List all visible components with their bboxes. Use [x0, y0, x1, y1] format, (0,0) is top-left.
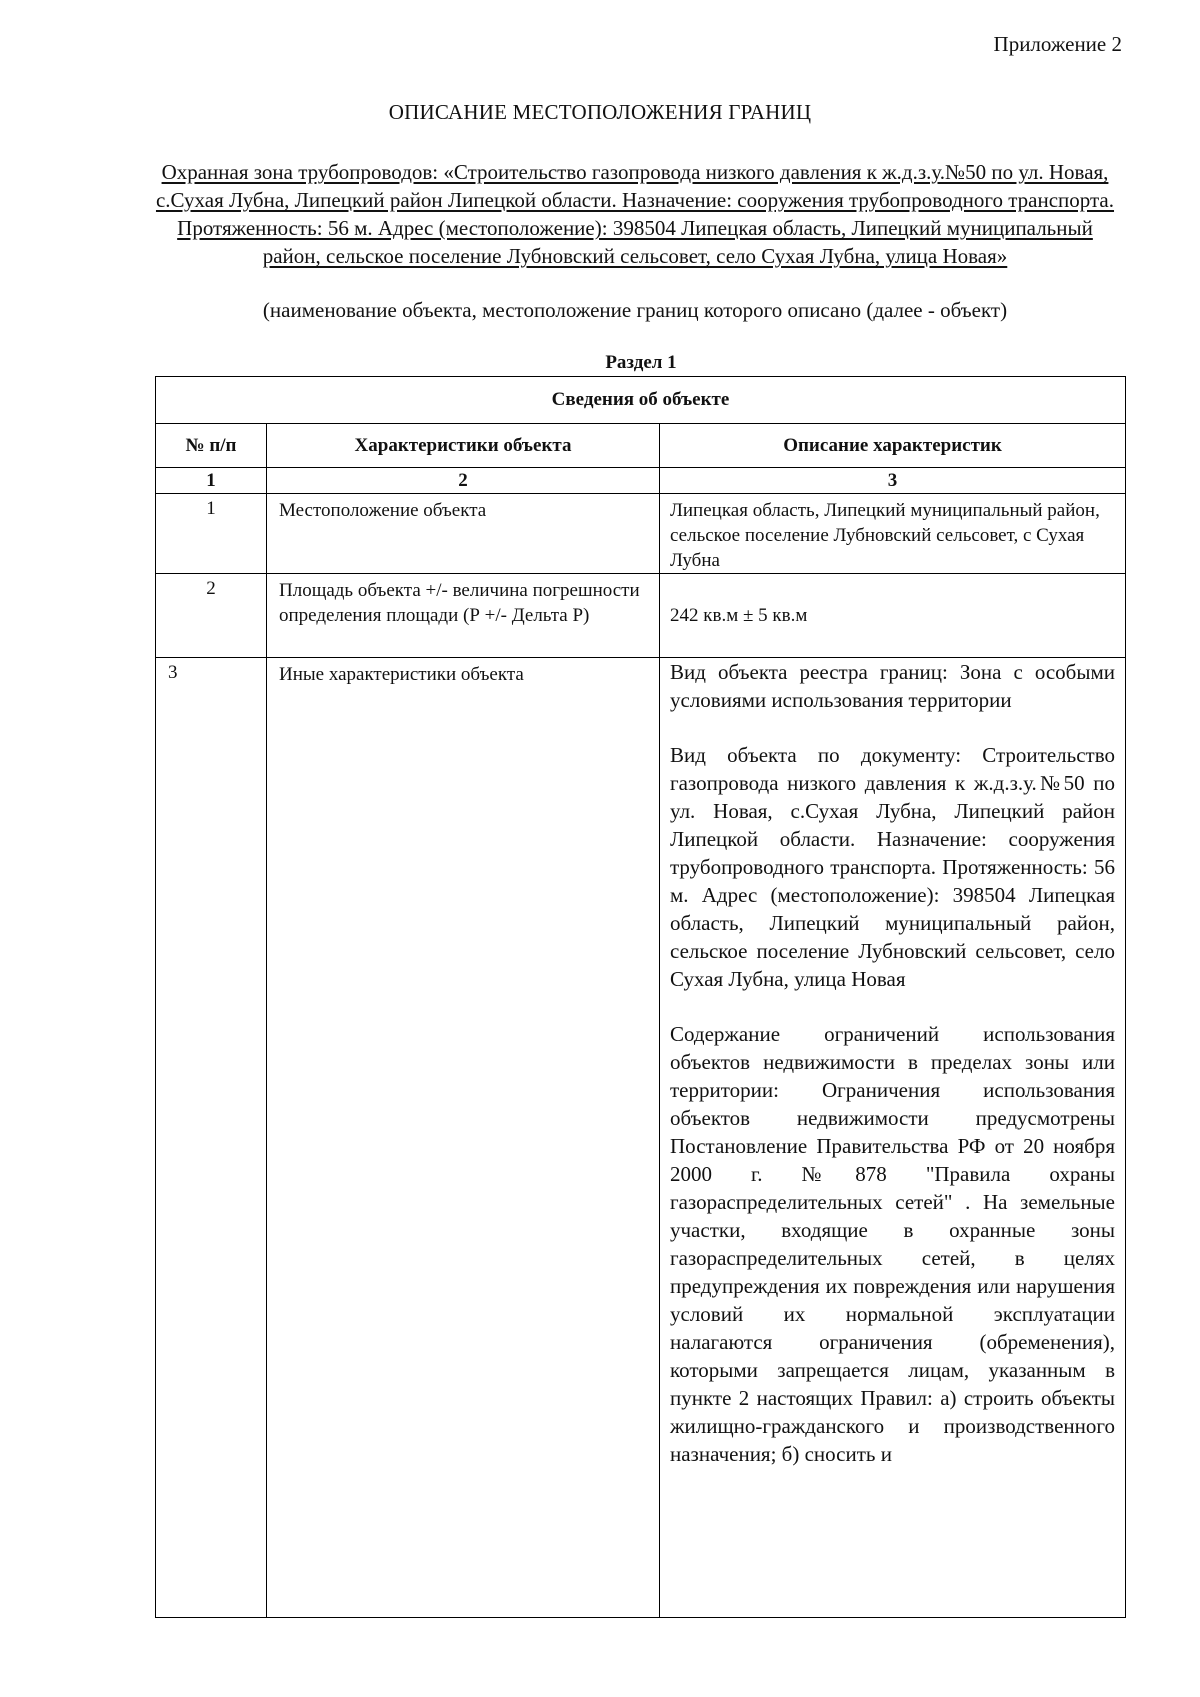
description-paragraph-registry-type: Вид объекта реестра границ: Зона с особыми условиями использования территории — [670, 660, 1115, 712]
row-description — [660, 658, 1126, 1618]
row-number: 1 — [156, 494, 267, 574]
appendix-label: Приложение 2 — [993, 32, 1122, 56]
row-number: 3 — [156, 658, 267, 1618]
description-paragraph-document-type: Вид объекта по документу: Строительство газопровода низкого давления к ж.д.з.у.№50 по ул. Новая, с.Сухая Лубна, Липецкий район Липецкой области. Назначение: сооружения трубопроводного транспорта. Протяженность: 56 м. Адрес (местоположение): 398504 Липецкая область, Липецкий муниципальный район, сельское поселение Лубновский сельсовет, село Сухая Лубна, улица Новая — [670, 743, 1115, 991]
table-row — [156, 658, 1126, 1618]
object-name: Охранная зона трубопроводов: «Строительство газопровода низкого давления к ж.д.з.у.№50 по ул. Новая, с.Сухая Лубна, Липецкий район Липецкой области. Назначение: сооружения трубопроводного транспорта. Протяженность: 56 м. Адрес (местоположение): 398504 Липецкая область, Липецкий муниципальный район, сельское поселение Лубновский сельсовет, село Сухая Лубна, улица Новая» — [155, 160, 1115, 268]
table-row — [156, 494, 1126, 574]
row-characteristic: Местоположение объекта — [267, 494, 660, 574]
object-info-table — [155, 376, 1126, 1618]
row-characteristic: Площадь объекта +/- величина погрешности определения площади (Р +/- Дельта Р) — [267, 574, 660, 658]
row-number: 2 — [156, 574, 267, 658]
column-number-2: 2 — [267, 468, 660, 494]
document-title: ОПИСАНИЕ МЕСТОПОЛОЖЕНИЯ ГРАНИЦ — [388, 100, 812, 124]
table-caption: Сведения об объекте — [156, 377, 1126, 424]
table-row — [156, 574, 1126, 658]
column-number-1: 1 — [156, 468, 267, 494]
object-name-caption: (наименование объекта, местоположение границ которого описано (далее - объект) — [262, 298, 1008, 322]
column-number-3: 3 — [660, 468, 1126, 494]
row-description: Липецкая область, Липецкий муниципальный район, сельское поселение Лубновский сельсовет, с Сухая Лубна — [660, 494, 1126, 574]
row-characteristic: Иные характеристики объекта — [267, 658, 660, 1618]
header-description: Описание характеристик — [660, 424, 1126, 468]
header-characteristic: Характеристики объекта — [267, 424, 660, 468]
section-title: Раздел 1 — [605, 352, 677, 373]
description-paragraph-restrictions: Содержание ограничений использования объектов недвижимости в пределах зоны или территории: Ограничения использования объектов недвижимости предусмотрены Постановление Правительства РФ от 20 ноября 2000 г. №878 "Правила охраны газораспределительных сетей" . На земельные участки, входящие в охранные зоны газораспределительных сетей, в целях предупреждения их повреждения или нарушения условий их нормальной эксплуатации налагаются ограничения (обременения), которыми запрещается лицам, указанным в пункте 2 настоящих Правил: а) строить объекты жилищно-гражданского и производственного назначения; б) сносить и — [670, 1022, 1115, 1466]
row-description: 242 кв.м ± 5 кв.м — [660, 574, 1126, 658]
header-number: № п/п — [156, 424, 267, 468]
